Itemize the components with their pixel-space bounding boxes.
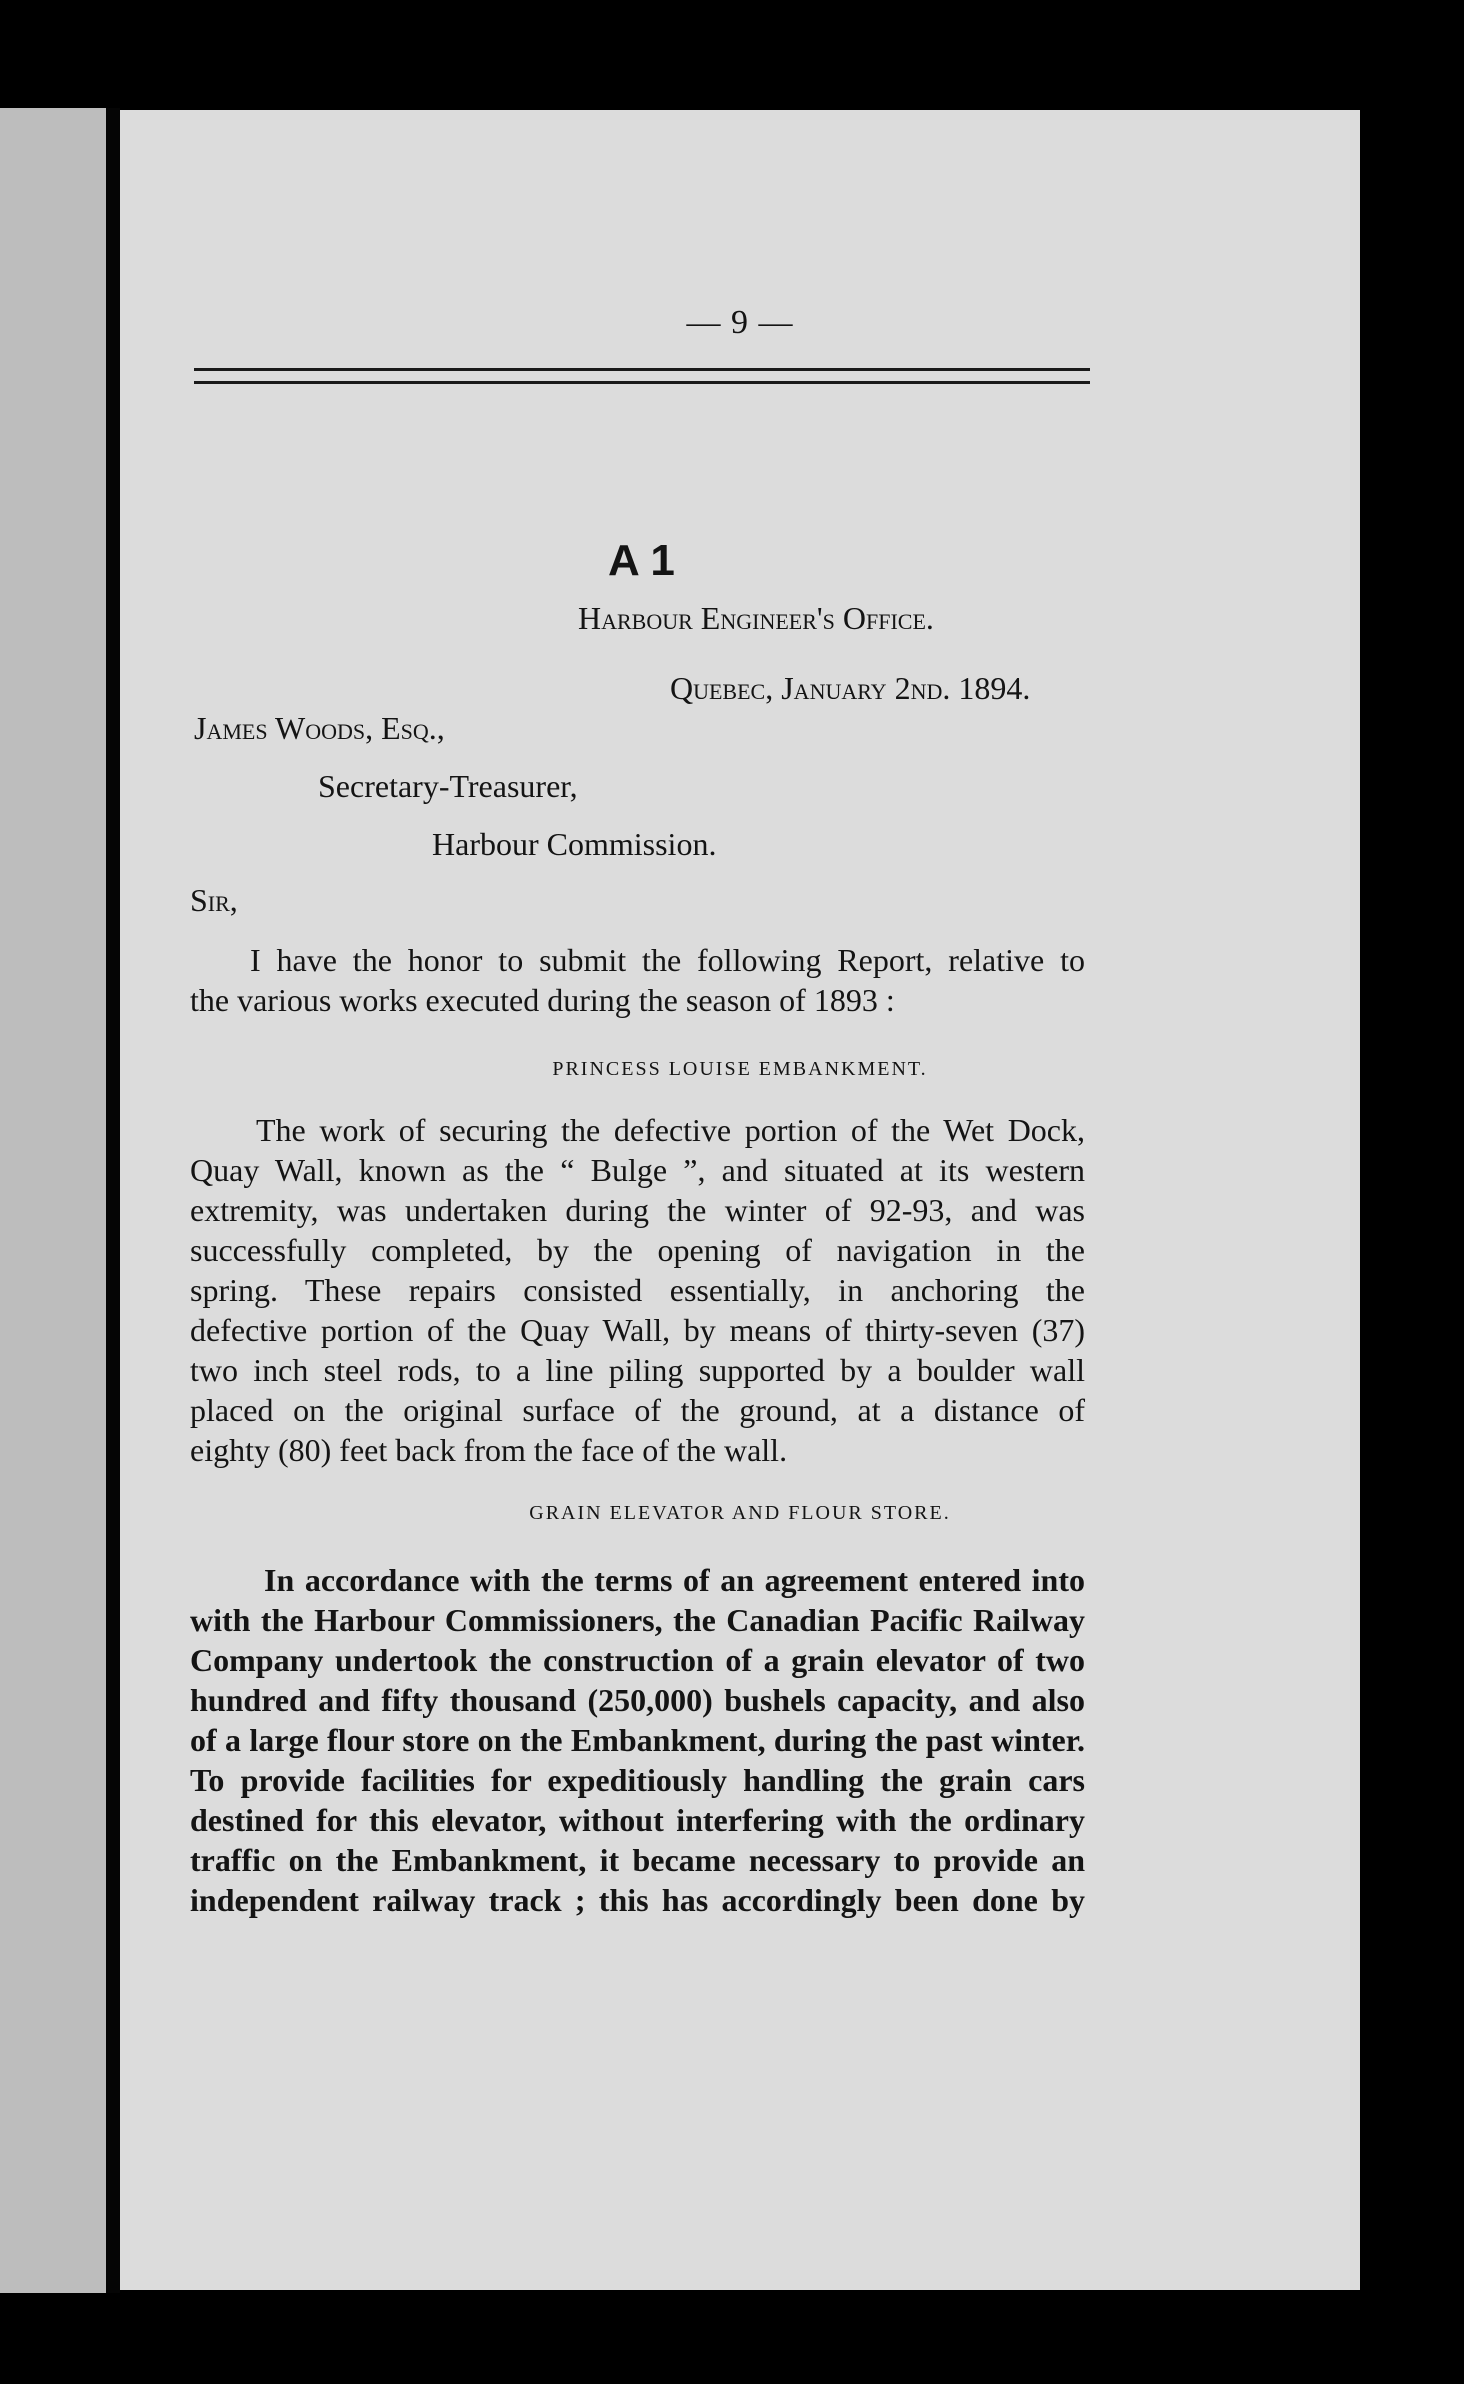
paragraph-line: successfully completed, by the opening of navigation in the xyxy=(190,1232,1085,1268)
document-page xyxy=(120,110,1360,2290)
facing-page-edge xyxy=(0,108,106,2293)
addressee-name: James Woods, Esq., xyxy=(194,710,445,746)
section-heading: GRAIN ELEVATOR AND FLOUR STORE. xyxy=(529,1502,951,1524)
office-line: Harbour Engineer's Office. xyxy=(578,600,934,636)
paragraph-line: extremity, was undertaken during the winter of 92-93, and was xyxy=(190,1192,1085,1228)
appendix-heading: A 1 xyxy=(608,536,675,585)
addressee-title: Secretary-Treasurer, xyxy=(318,768,578,804)
paragraph-line: hundred and fifty thousand (250,000) bushels capacity, and also xyxy=(190,1682,1085,1718)
dateline: Quebec, January 2nd. 1894. xyxy=(670,670,1031,706)
section-paragraph xyxy=(190,1560,1085,1920)
paragraph-line: eighty (80) feet back from the face of the wall. xyxy=(190,1432,788,1468)
intro-line: I have the honor to submit the following Report, relative to xyxy=(250,942,1085,978)
paragraph-line: traffic on the Embankment, it became necessary to provide an xyxy=(190,1842,1085,1878)
paragraph-line: Quay Wall, known as the “ Bulge ”, and situated at its western xyxy=(190,1152,1085,1188)
paragraph-line: independent railway track ; this has accordingly been done by xyxy=(190,1882,1085,1918)
intro-line: the various works executed during the season of 1893 : xyxy=(190,982,895,1018)
paragraph-line: spring. These repairs consisted essentially, in anchoring the xyxy=(190,1272,1085,1308)
paragraph-line: two inch steel rods, to a line piling supported by a boulder wall xyxy=(190,1352,1085,1388)
paragraph-line: Company undertook the construction of a grain elevator of two xyxy=(190,1642,1085,1678)
section-heading: PRINCESS LOUISE EMBANKMENT. xyxy=(552,1058,928,1080)
header-double-rule xyxy=(194,368,1090,384)
paragraph-line: with the Harbour Commissioners, the Canadian Pacific Railway xyxy=(190,1602,1085,1638)
addressee-body: Harbour Commission. xyxy=(432,826,717,862)
paragraph-line: The work of securing the defective portion of the Wet Dock, xyxy=(256,1112,1085,1148)
paragraph-line: In accordance with the terms of an agreement entered into xyxy=(264,1562,1085,1598)
paragraph-line: placed on the original surface of the ground, at a distance of xyxy=(190,1392,1085,1428)
salutation: Sir, xyxy=(190,882,238,918)
section-paragraph xyxy=(190,1110,1085,1470)
binding-shadow xyxy=(106,108,120,2293)
paragraph-line: destined for this elevator, without interfering with the ordinary xyxy=(190,1802,1085,1838)
page-number: — 9 — xyxy=(686,304,794,341)
paragraph-line: To provide facilities for expeditiously handling the grain cars xyxy=(190,1762,1085,1798)
paragraph-line: defective portion of the Quay Wall, by means of thirty-seven (37) xyxy=(190,1312,1085,1348)
intro-paragraph xyxy=(190,940,1085,1020)
paragraph-line: of a large flour store on the Embankment, during the past winter. xyxy=(190,1722,1085,1758)
